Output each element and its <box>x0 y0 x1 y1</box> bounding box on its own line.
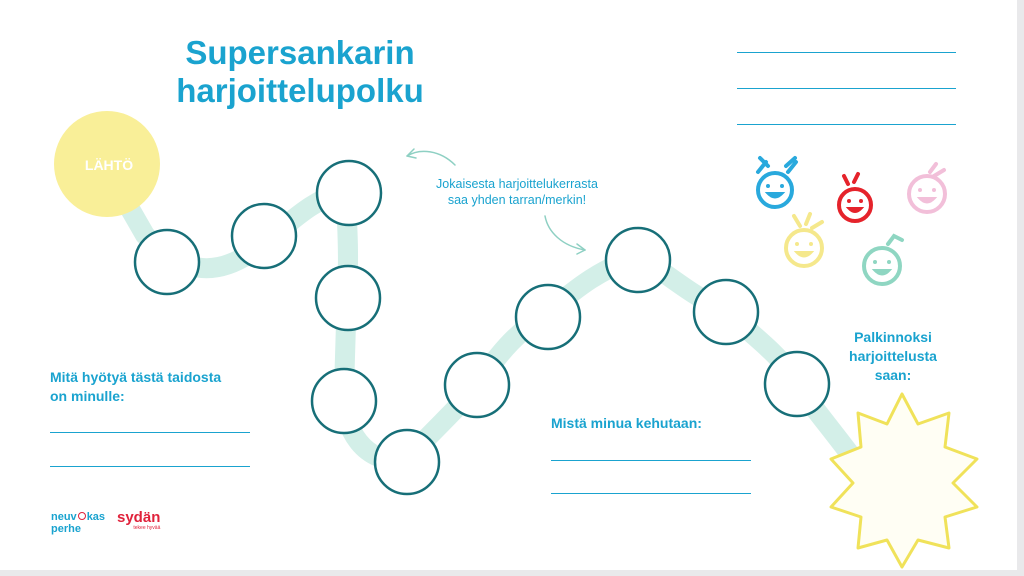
neuvokas-perhe-logo: neuv kas perhe <box>51 511 106 535</box>
path-circle-5[interactable] <box>312 369 376 433</box>
path-circle-11[interactable] <box>765 352 829 416</box>
mascot-blue-icon <box>758 158 796 207</box>
praise-line-1[interactable] <box>551 460 751 461</box>
path-circle-10[interactable] <box>694 280 758 344</box>
path-circle-8[interactable] <box>516 285 580 349</box>
logo-o-ring-icon <box>78 512 86 520</box>
sticker-note: Jokaisesta harjoittelukerrasta saa yhden tarran/merkin! <box>436 177 598 207</box>
path-circle-6[interactable] <box>375 430 439 494</box>
path-circle-9[interactable] <box>606 228 670 292</box>
reward-label: Palkinnoksi harjoittelusta saan: <box>849 329 937 383</box>
benefit-question: Mitä hyötyä tästä taidosta on minulle: <box>50 369 222 404</box>
start-label: LÄHTÖ <box>84 157 134 173</box>
path-circle-1[interactable] <box>135 230 199 294</box>
benefit-line-1[interactable] <box>50 432 250 433</box>
path-circle-2[interactable] <box>232 204 296 268</box>
path-circle-7[interactable] <box>445 353 509 417</box>
praise-line-2[interactable] <box>551 493 751 494</box>
mascot-red-icon <box>839 174 871 221</box>
path-circle-4[interactable] <box>316 266 380 330</box>
sydan-logo: sydän tekee hyvää <box>117 509 161 531</box>
mascot-pink-icon <box>909 164 945 212</box>
praise-question: Mistä minua kehutaan: <box>551 415 702 431</box>
page-title: Supersankarin harjoittelupolku <box>176 34 424 109</box>
benefit-line-2[interactable] <box>50 466 250 467</box>
path-circle-3[interactable] <box>317 161 381 225</box>
mascot-yellow-icon <box>786 214 822 266</box>
reward-star[interactable] <box>831 394 977 567</box>
mascot-green-icon <box>864 236 902 284</box>
